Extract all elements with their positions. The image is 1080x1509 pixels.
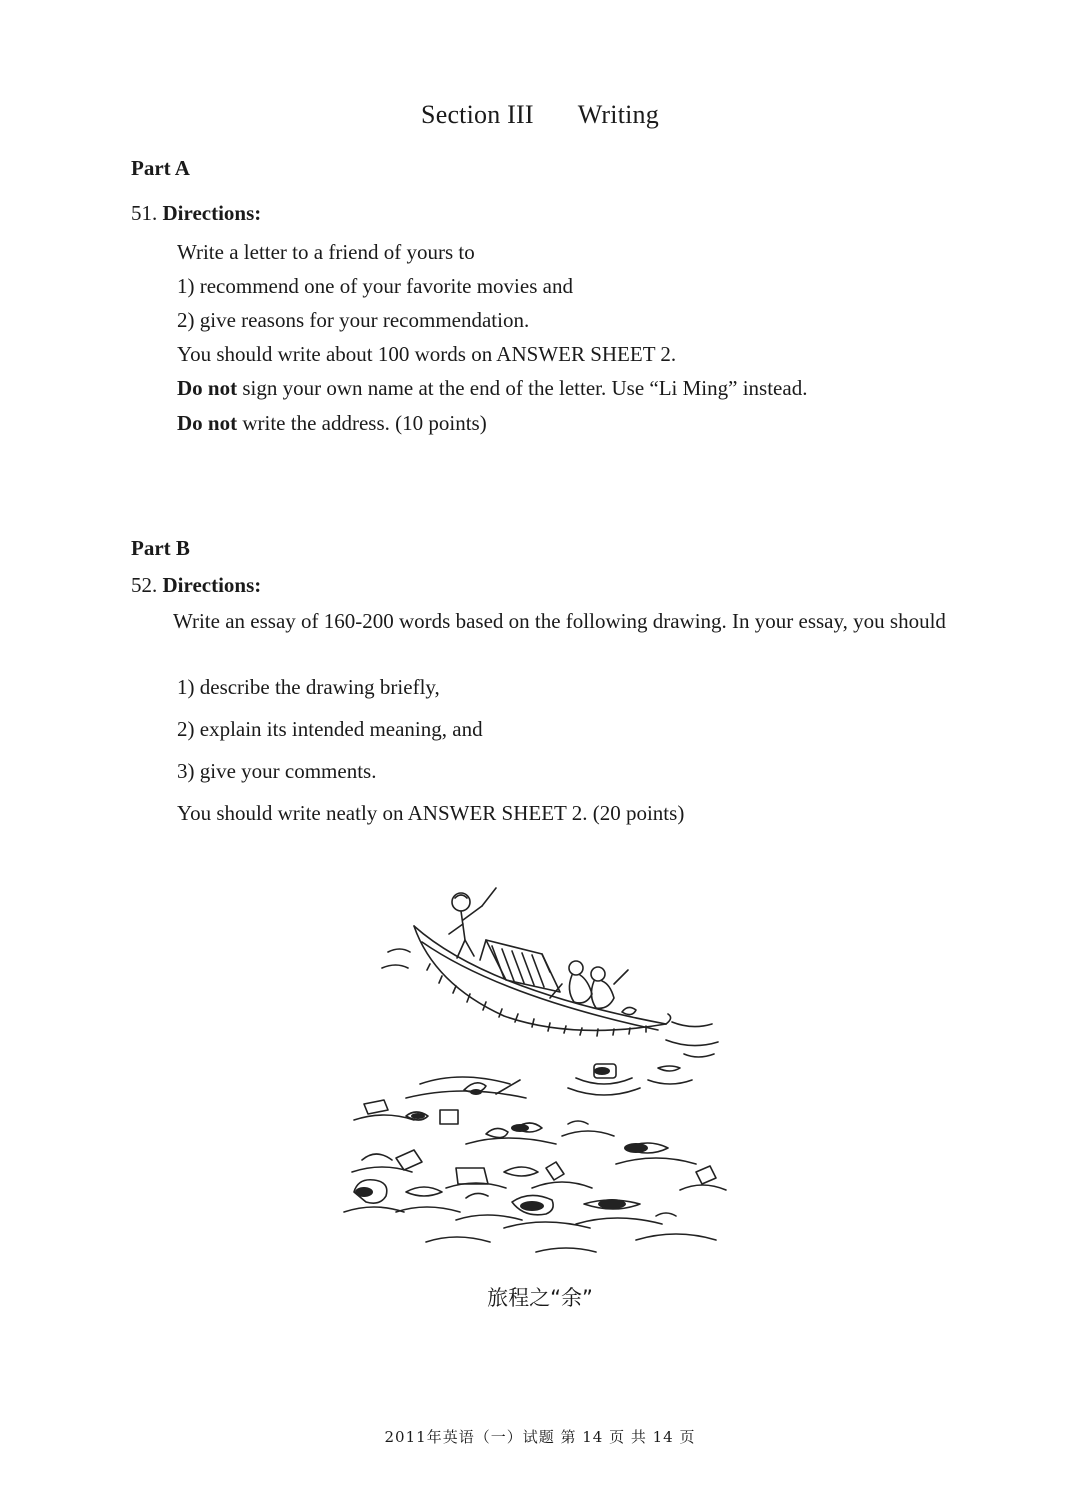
- passenger-figures: [550, 961, 628, 1008]
- section-title: [0, 100, 1080, 130]
- part-b-item: 3) give your comments.: [177, 759, 377, 783]
- question-number: 51.: [131, 201, 158, 225]
- boat-litter-drawing: [336, 872, 742, 1266]
- part-b-item: 2) explain its intended meaning, and: [177, 717, 483, 741]
- part-a-directions: [131, 201, 261, 226]
- emphasis-do-not: Do not: [177, 411, 238, 435]
- litter-blobs: [355, 1067, 648, 1211]
- part-b-intro: Write an essay of 160-200 words based on the following drawing. In your essay, you should: [173, 609, 946, 633]
- question-number: 52.: [131, 573, 158, 597]
- part-a-note-address: [177, 411, 487, 436]
- note-text: write the address. (10 points): [237, 411, 487, 435]
- part-a-line: 1) recommend one of your favorite movies and: [177, 274, 573, 298]
- directions-label: Directions:: [162, 201, 262, 225]
- note-text: sign your own name at the end of the letter. Use “Li Ming” instead.: [237, 376, 808, 400]
- boat-canopy: [480, 940, 560, 992]
- part-a-line: 2) give reasons for your recommendation.: [177, 308, 530, 332]
- section-subject: Writing: [577, 100, 659, 129]
- directions-label: Directions:: [162, 573, 262, 597]
- part-a-note-signature: [177, 376, 807, 401]
- part-b-heading: Part B: [131, 536, 190, 560]
- page-footer: 2011年英语（一）试题 第 14 页 共 14 页: [384, 1428, 696, 1446]
- boat-cargo: [622, 1007, 636, 1014]
- floating-litter: [344, 1064, 726, 1252]
- emphasis-do-not: Do not: [177, 376, 238, 400]
- part-a-heading: Part A: [131, 156, 190, 180]
- boat-ripples: [382, 949, 718, 1057]
- drawing-caption: 旅程之“余”: [487, 1286, 593, 1310]
- part-b-closing: You should write neatly on ANSWER SHEET 2. (20 points): [177, 801, 685, 825]
- section-name: Section III: [421, 100, 534, 129]
- part-b-directions: [131, 573, 261, 598]
- part-a-line: You should write about 100 words on ANSWER SHEET 2.: [177, 342, 677, 366]
- part-b-item: 1) describe the drawing briefly,: [177, 675, 440, 699]
- part-a-line: Write a letter to a friend of yours to: [177, 240, 475, 264]
